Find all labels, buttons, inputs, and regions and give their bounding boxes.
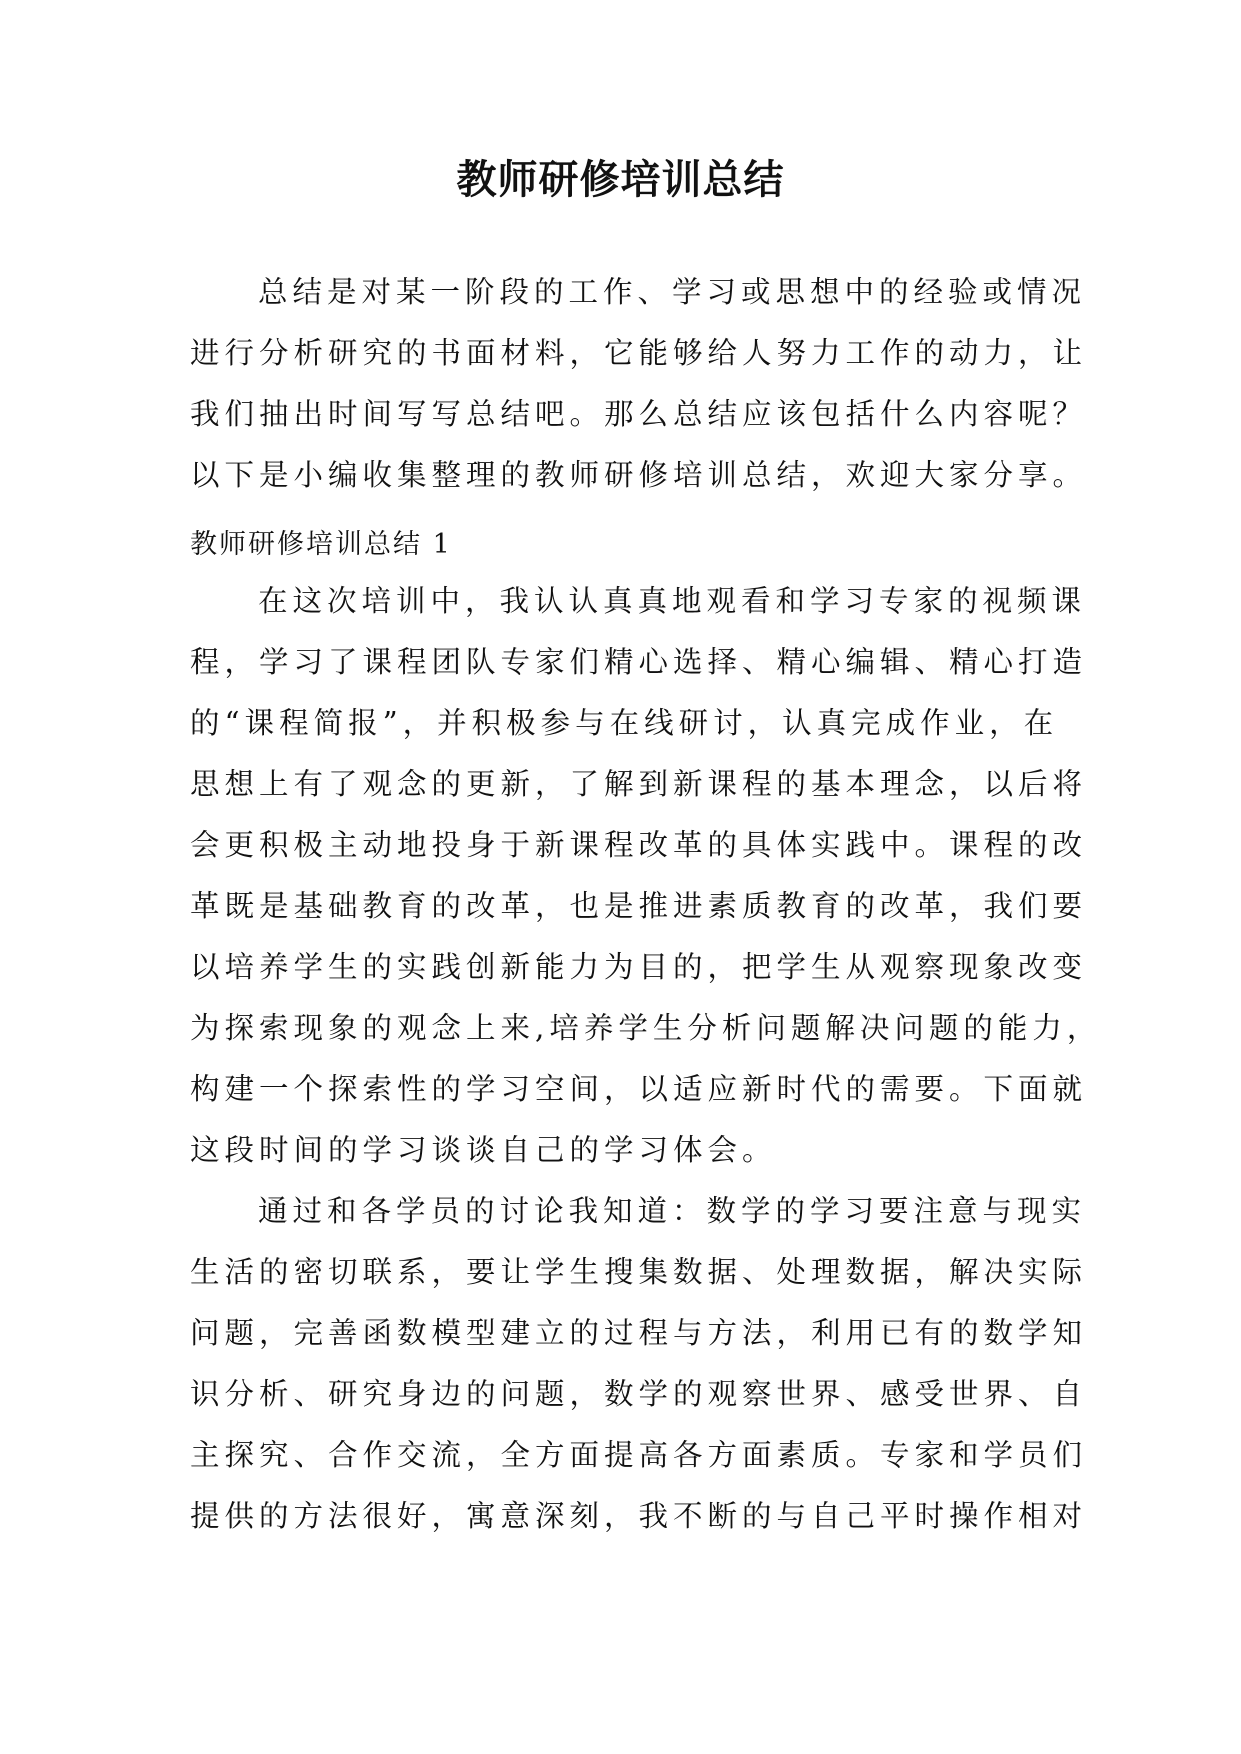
intro-paragraph	[190, 262, 1088, 506]
paragraph-1	[190, 571, 1102, 1181]
intro-line: 进行分析研究的书面材料，它能够给人努力工作的动力，让	[190, 336, 1088, 370]
paragraph-line: 这段时间的学习谈谈自己的学习体会。	[190, 1133, 777, 1167]
paragraph-line: 提供的方法很好，寓意深刻，我不断的与自己平时操作相对	[190, 1499, 1088, 1533]
paragraph-line: 主探究、合作交流，全方面提高各方面素质。专家和学员们	[190, 1438, 1088, 1472]
paragraph-line: 识分析、研究身边的问题，数学的观察世界、感受世界、自	[190, 1377, 1088, 1411]
section-heading: 教师研修培训总结 1	[190, 529, 452, 560]
intro-line: 总结是对某一阶段的工作、学习或思想中的经验或情况	[258, 275, 1087, 309]
paragraph-line: 的“课程简报”，并积极参与在线研讨，认真完成作业，在	[190, 706, 1059, 740]
intro-line: 以下是小编收集整理的教师研修培训总结，欢迎大家分享。	[190, 458, 1088, 492]
paragraph-line: 程，学习了课程团队专家们精心选择、精心编辑、精心打造	[190, 645, 1088, 679]
paragraph-line: 通过和各学员的讨论我知道：数学的学习要注意与现实	[258, 1194, 1087, 1228]
paragraph-line: 问题，完善函数模型建立的过程与方法，利用已有的数学知	[190, 1316, 1088, 1350]
paragraph-line: 以培养学生的实践创新能力为目的，把学生从观察现象改变	[190, 950, 1088, 984]
paragraph-line: 思想上有了观念的更新，了解到新课程的基本理念，以后将	[190, 767, 1088, 801]
paragraph-line: 构建一个探索性的学习空间，以适应新时代的需要。下面就	[190, 1072, 1088, 1106]
paragraph-line: 在这次培训中，我认认真真地观看和学习专家的视频课	[258, 584, 1087, 618]
paragraph-line: 会更积极主动地投身于新课程改革的具体实践中。课程的改	[190, 828, 1088, 862]
paragraph-2	[190, 1181, 1088, 1547]
paragraph-line: 生活的密切联系，要让学生搜集数据、处理数据，解决实际	[190, 1255, 1088, 1289]
paragraph-line: 为探索现象的观念上来,培养学生分析问题解决问题的能力，	[190, 1011, 1102, 1045]
paragraph-line: 革既是基础教育的改革，也是推进素质教育的改革，我们要	[190, 889, 1088, 923]
section-heading-block	[190, 514, 1056, 575]
intro-line: 我们抽出时间写写总结吧。那么总结应该包括什么内容呢？	[190, 397, 1088, 431]
document-title: 教师研修培训总结	[456, 156, 785, 203]
